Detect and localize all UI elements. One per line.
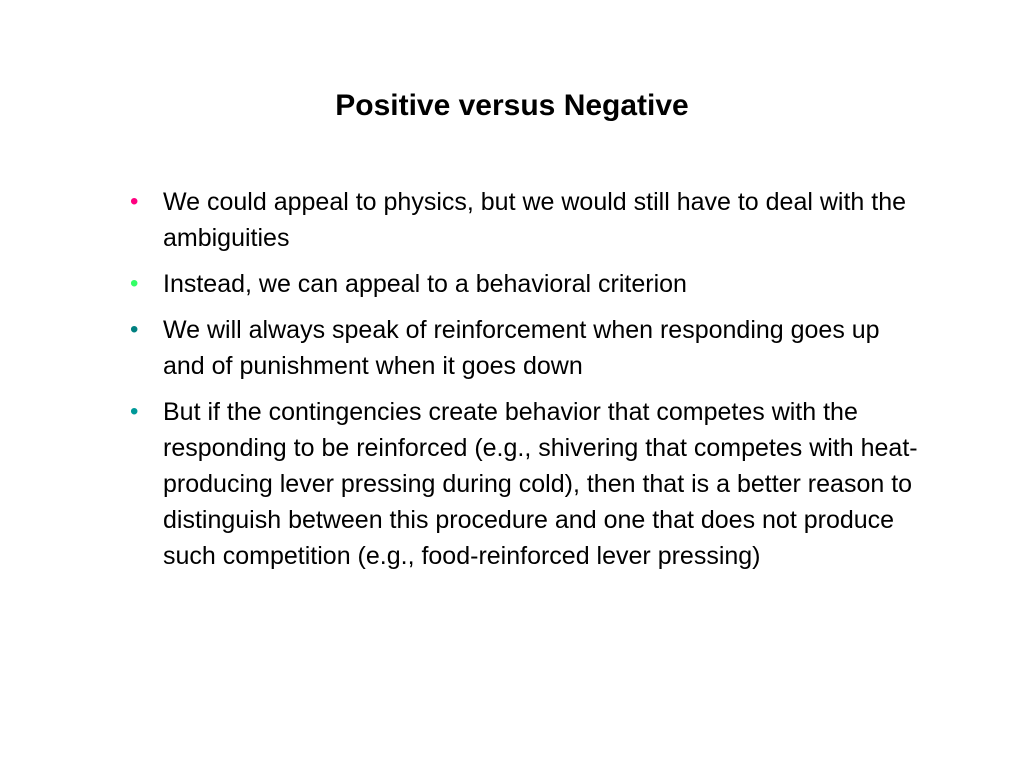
- list-item: [128, 266, 928, 302]
- bullet-text: We will always speak of reinforcement when responding goes up and of punishment when it goes down: [163, 316, 880, 380]
- list-item: [128, 312, 928, 384]
- bullet-dot-icon: •: [130, 316, 139, 343]
- list-item: [128, 394, 928, 574]
- bullet-dot-icon: •: [130, 270, 139, 297]
- list-item: [128, 184, 928, 256]
- slide-title: Positive versus Negative: [335, 89, 689, 122]
- bullet-text: Instead, we can appeal to a behavioral criterion: [163, 270, 687, 298]
- bullet-list: [128, 184, 928, 584]
- bullet-dot-icon: •: [130, 398, 139, 425]
- bullet-dot-icon: •: [130, 188, 139, 215]
- bullet-text: We could appeal to physics, but we would still have to deal with the ambiguities: [163, 188, 907, 252]
- bullet-text: But if the contingencies create behavior that competes with the responding to be reinforced (e.g., shivering that competes with heat-producing lever pressing during cold), then that is a better reason to distinguish between this procedure and one that does not produce such competition (e.g., food-reinforced lever pressing): [163, 398, 918, 570]
